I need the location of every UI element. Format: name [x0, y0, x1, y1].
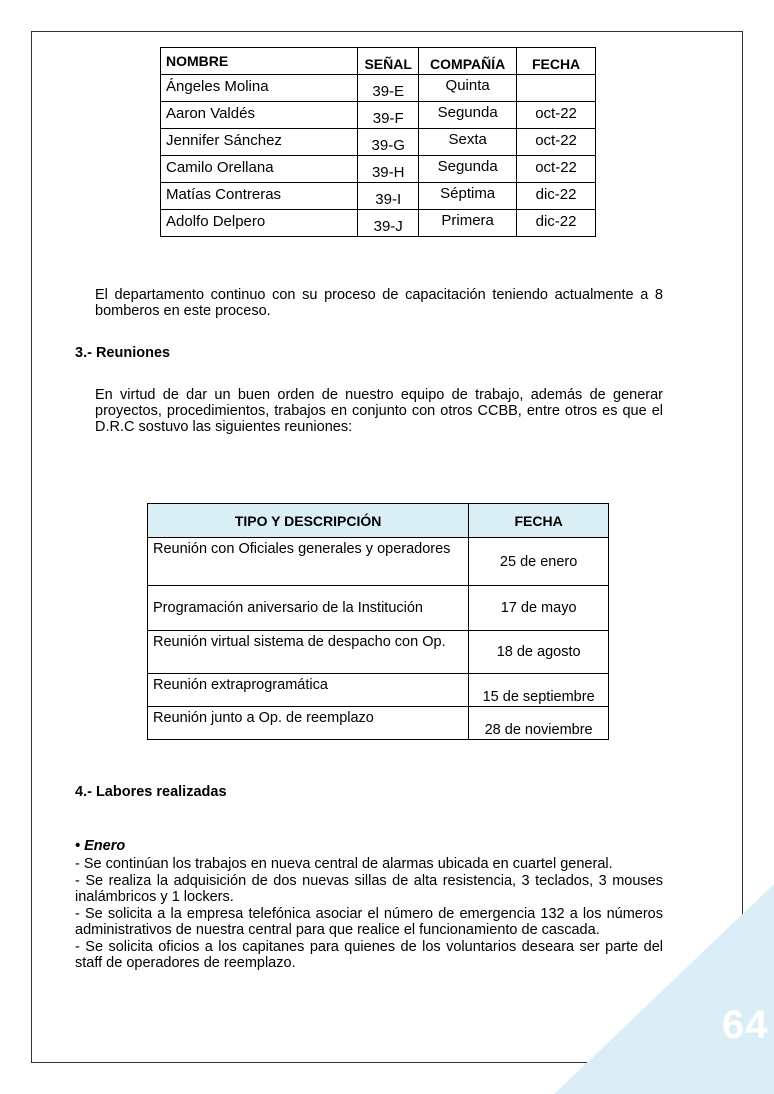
table-row [148, 674, 609, 707]
cell-signal: 39-H [358, 156, 419, 183]
cell-date: 15 de septiembre [469, 674, 609, 707]
cell-name: Matías Contreras [161, 183, 358, 210]
list-item: - Se solicita a la empresa telefónica asociar el número de emergencia 132 a los números administrativos de nuestra central para que realice el funcionamiento de cascada. [75, 905, 663, 938]
cell-name: Jennifer Sánchez [161, 129, 358, 156]
page-number: 64 [722, 1003, 769, 1047]
cell-signal: 39-J [358, 210, 419, 237]
table-row [161, 183, 596, 210]
table-row [161, 75, 596, 102]
header-name: NOMBRE [161, 48, 358, 75]
table-row [148, 631, 609, 674]
table-row [161, 156, 596, 183]
table-row [148, 707, 609, 740]
cell-company: Quinta [419, 75, 517, 102]
header-date: FECHA [469, 504, 609, 538]
cell-date: 17 de mayo [469, 586, 609, 631]
cell-date: 28 de noviembre [469, 707, 609, 740]
cell-name: Adolfo Delpero [161, 210, 358, 237]
meetings-heading: 3.- Reuniones [75, 345, 171, 361]
cell-date: 25 de enero [469, 538, 609, 586]
cell-signal: 39-F [358, 102, 419, 129]
table-row [161, 210, 596, 237]
cell-description: Reunión extraprogramática [148, 674, 469, 707]
table-row [148, 586, 609, 631]
list-item: - Se realiza la adquisición de dos nuevas sillas de alta resistencia, 3 teclados, 3 mouses inalámbricos y 1 lockers. [75, 872, 663, 905]
cell-signal: 39-E [358, 75, 419, 102]
cell-company: Segunda [419, 102, 517, 129]
header-description: TIPO Y DESCRIPCIÓN [148, 504, 469, 538]
cell-signal: 39-I [358, 183, 419, 210]
table-row [148, 538, 609, 586]
list-item: - Se solicita oficios a los capitanes para quienes de los voluntarios deseara ser parte del staff de operadores de reemplazo. [75, 938, 663, 971]
cell-name: Aaron Valdés [161, 102, 358, 129]
cell-date: dic-22 [517, 210, 596, 237]
cell-date: dic-22 [517, 183, 596, 210]
training-paragraph: El departamento continuo con su proceso de capacitación teniendo actualmente a 8 bomberos en este proceso. [95, 287, 663, 319]
cell-company: Primera [419, 210, 517, 237]
cell-date [517, 75, 596, 102]
cell-description: Reunión junto a Op. de reemplazo [148, 707, 469, 740]
meetings-table [147, 503, 609, 740]
cell-description: Programación aniversario de la Institución [148, 586, 469, 631]
cell-name: Camilo Orellana [161, 156, 358, 183]
cell-description: Reunión virtual sistema de despacho con Op. [148, 631, 469, 674]
cell-date: oct-22 [517, 102, 596, 129]
cell-date: oct-22 [517, 156, 596, 183]
cell-company: Segunda [419, 156, 517, 183]
meetings-header-row [148, 504, 609, 538]
meetings-intro: En virtud de dar un buen orden de nuestro equipo de trabajo, además de generar proyectos, procedimientos, trabajos en conjunto con otros CCBB, entre otros es que el D.R.C sostuvo las siguientes reuniones: [95, 387, 663, 435]
work-heading: 4.- Labores realizadas [75, 784, 227, 800]
list-item: - Se continúan los trabajos en nueva central de alarmas ubicada en cuartel general. [75, 856, 613, 872]
roster-header-row [161, 48, 596, 75]
work-list [75, 856, 663, 972]
cell-description: Reunión con Oficiales generales y operadores [148, 538, 469, 586]
cell-company: Séptima [419, 183, 517, 210]
month-label: • Enero [75, 838, 126, 854]
table-row [161, 129, 596, 156]
cell-name: Ángeles Molina [161, 75, 358, 102]
header-company: COMPAÑÍA [419, 48, 517, 75]
cell-signal: 39-G [358, 129, 419, 156]
cell-date: oct-22 [517, 129, 596, 156]
table-row [161, 102, 596, 129]
roster-table [160, 47, 596, 237]
cell-company: Sexta [419, 129, 517, 156]
cell-date: 18 de agosto [469, 631, 609, 674]
header-signal: SEÑAL [358, 48, 419, 75]
header-date: FECHA [517, 48, 596, 75]
